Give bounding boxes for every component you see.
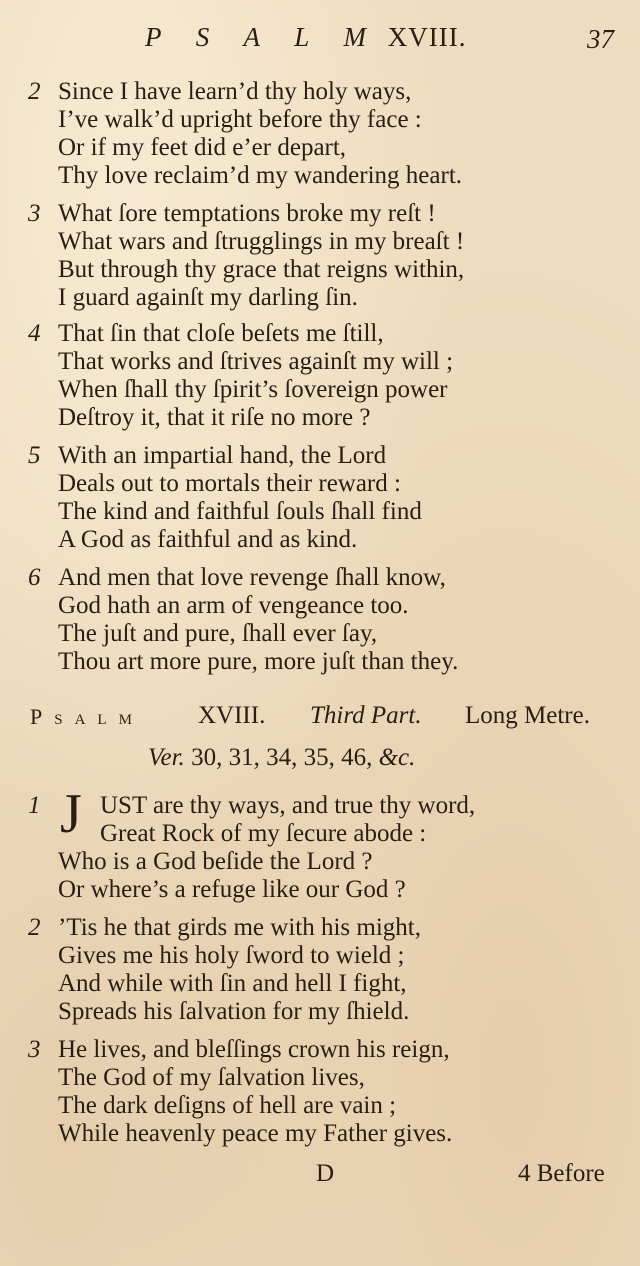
verse-line: Great Rock of my ſecure abode : xyxy=(100,820,427,847)
verse-line: I’ve walk’d upright before thy face : xyxy=(58,106,422,133)
stanza-number: 3 xyxy=(28,1036,41,1063)
stanza-number: 2 xyxy=(28,914,41,941)
verses-numbers: 30, 31, 34, 35, 46, xyxy=(191,744,373,771)
verse-line: When ſhall thy ſpirit’s ſovereign power xyxy=(58,376,448,403)
verse-line: Since I have learn’d thy holy ways, xyxy=(58,78,412,105)
heading-psalm-number: XVIII. xyxy=(198,702,266,729)
verse-line: Deſtroy it, that it riſe no more ? xyxy=(58,404,371,431)
heading-psalm-word: Psalm xyxy=(30,704,144,729)
verse-line: Thou art more pure, more juſt than they. xyxy=(58,648,459,675)
heading-metre: Long Metre. xyxy=(465,702,590,729)
verse-line: While heavenly peace my Father gives. xyxy=(58,1120,453,1147)
verse-line: The dark deſigns of hell are vain ; xyxy=(58,1092,397,1119)
stanza-number: 3 xyxy=(28,200,41,227)
verse-line: A God as faithful and as kind. xyxy=(58,526,358,553)
verse-line: And while with ſin and hell I fight, xyxy=(58,970,407,997)
verse-line: The kind and faithful ſouls ſhall find xyxy=(58,498,422,525)
verse-line: UST are thy ways, and true thy word, xyxy=(100,792,476,819)
stanza-number: 6 xyxy=(28,564,41,591)
catchword: 4 Before xyxy=(518,1160,605,1187)
heading-verses xyxy=(148,744,415,772)
page-number: 37 xyxy=(587,24,614,54)
running-head xyxy=(0,18,640,58)
verse-line: He lives, and bleſſings crown his reign, xyxy=(58,1036,450,1063)
stanza-number: 4 xyxy=(28,320,41,347)
stanza-number: 1 xyxy=(28,792,41,819)
running-title-italic: P S A L M xyxy=(145,22,381,52)
verse-line: Thy love reclaim’d my wandering heart. xyxy=(58,162,463,189)
verses-etc: &c. xyxy=(378,744,416,771)
verse-line: Or where’s a refuge like our God ? xyxy=(58,876,406,903)
verse-line: What ſore temptations broke my reſt ! xyxy=(58,200,436,227)
verse-line: What wars and ſtrugglings in my breaſt ! xyxy=(58,228,465,255)
verse-line: With an impartial hand, the Lord xyxy=(58,442,387,469)
verse-line: God hath an arm of vengeance too. xyxy=(58,592,409,619)
verse-line: But through thy grace that reigns within, xyxy=(58,256,465,283)
verse-line: Or if my feet did e’er depart, xyxy=(58,134,347,161)
verse-line: The juſt and pure, ſhall ever ſay, xyxy=(58,620,378,647)
signature-mark: D xyxy=(316,1160,335,1187)
verse-line: The God of my ſalvation lives, xyxy=(58,1064,365,1091)
verse-line: I guard againſt my darling ſin. xyxy=(58,284,358,311)
verse-line: Deals out to mortals their reward : xyxy=(58,470,401,497)
section-heading xyxy=(0,700,640,780)
verse-line: Gives me his holy ſword to wield ; xyxy=(58,942,405,969)
verse-line: That ſin that cloſe beſets me ſtill, xyxy=(58,320,384,347)
stanza-number: 5 xyxy=(28,442,41,469)
drop-cap: J xyxy=(60,783,82,845)
stanza-number: 2 xyxy=(28,78,41,105)
heading-part: Third Part. xyxy=(310,702,422,729)
running-title-roman: XVIII. xyxy=(387,22,467,52)
verse-line: Who is a God beſide the Lord ? xyxy=(58,848,373,875)
verse-line: ’Tis he that girds me with his might, xyxy=(58,914,421,941)
verse-line: Spreads his ſalvation for my ſhield. xyxy=(58,998,410,1025)
verses-label: Ver. xyxy=(148,744,185,771)
running-title xyxy=(145,22,467,53)
verse-line: And men that love revenge ſhall know, xyxy=(58,564,446,591)
verse-line: That works and ſtrives againſt my will ; xyxy=(58,348,454,375)
